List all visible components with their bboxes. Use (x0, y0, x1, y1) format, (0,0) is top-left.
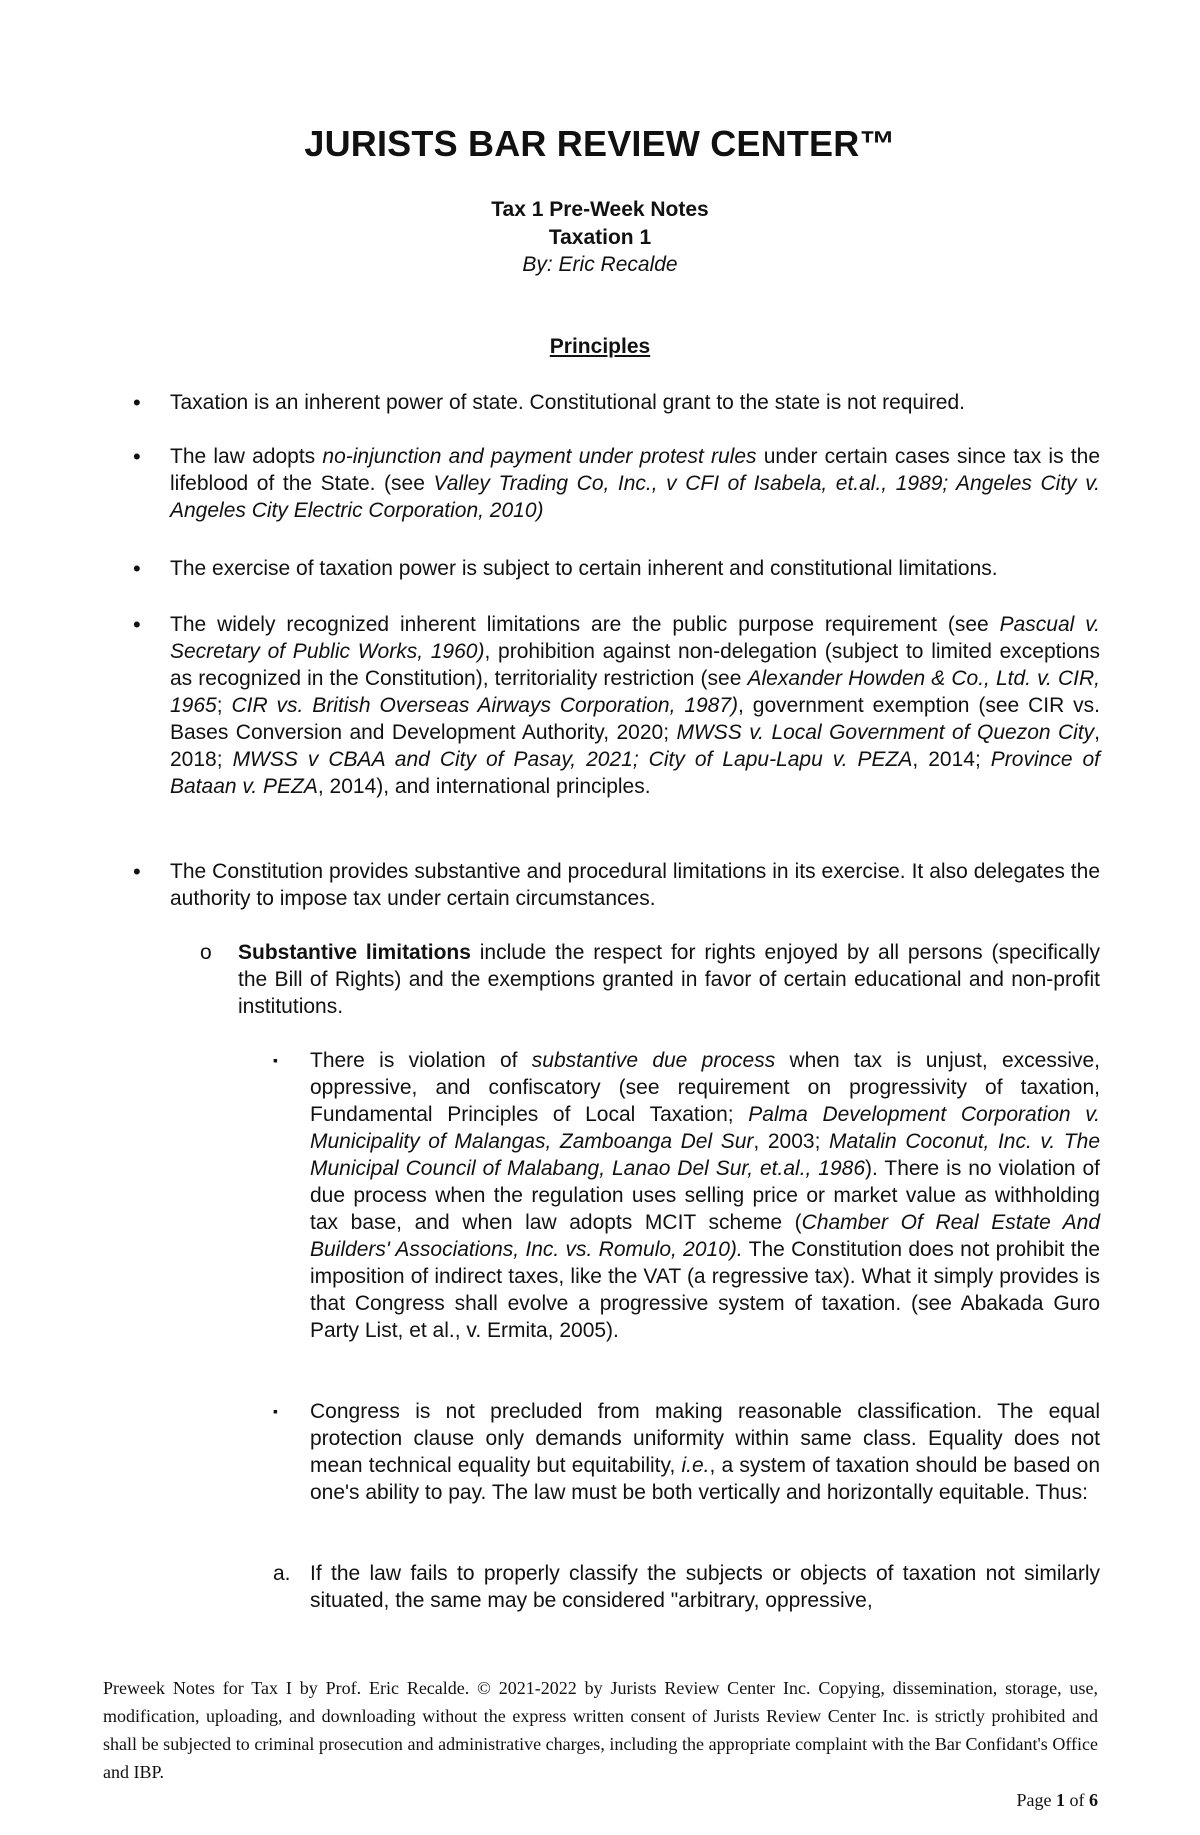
sub-item-substantive-limitations: Substantive limitations include the respect for rights enjoyed by all persons (specifically the Bill of Rights) and the exemptions granted in favor of certain educational and non-profit institutions. (238, 941, 1100, 1018)
bullet-item: The widely recognized inherent limitations are the public purpose requirement (see Pascual v. Secretary of Public Works, 1960), prohibition against non-delegation (subject to limited exceptions as recognized in the Constitution), territoriality restriction (see Alexander Howden & Co., Ltd. v. CIR, 1965; CIR vs. British Overseas Airways Corporation, 1987), government exemption (see CIR vs. Bases Conversion and Development Authority, 2020; MWSS v. Local Government of Quezon City, 2018; MWSS v CBAA and City of Pasay, 2021; City of Lapu-Lapu v. PEZA, 2014; Province of Bataan v. PEZA, 2014), and international principles. (170, 613, 1101, 798)
bullet-marker: • (133, 859, 141, 884)
bullet-item: Taxation is an inherent power of state. Constitutional grant to the state is not required. (170, 391, 965, 414)
page-number: Page 1 of 6 (1016, 1790, 1098, 1810)
page-number-row (103, 1786, 1098, 1814)
org-title: JURISTS BAR REVIEW CENTER™ (304, 123, 896, 164)
bullet-marker: • (133, 556, 141, 581)
doc-author: By: Eric Recalde (522, 253, 678, 276)
doc-subject: Taxation 1 (548, 226, 652, 249)
sub-sub-item-due-process: There is violation of substantive due process when tax is unjust, excessive, oppressive, and confiscatory (see requirement on progressivity of taxation, Fundamental Principles of Local Taxation; Palma Development Corporation v. Municipality of Malangas, Zamboanga Del Sur, 2003; Matalin Coconut, Inc. v. The Municipal Council of Malabang, Lanao Del Sur, et.al., 1986). There is no violation of due process when the regulation uses selling price or market value as withholding tax base, and when law adopts MCIT scheme (Chamber Of Real Estate And Builders' Associations, Inc. vs. Romulo, 2010). The Constitution does not prohibit the imposition of indirect taxes, like the VAT (a regressive tax). What it simply provides is that Congress shall evolve a progressive system of taxation. (see Abakada Guro Party List, et al., v. Ermita, 2005). (310, 1049, 1101, 1342)
doc-subtitle: Tax 1 Pre-Week Notes (491, 198, 709, 221)
bullet-item: The Constitution provides substantive and procedural limitations in its exercise. It also delegates the authority to impose tax under certain circumstances. (170, 860, 1100, 910)
alpha-marker: a. (273, 1562, 291, 1585)
bullet-item: The exercise of taxation power is subject to certain inherent and constitutional limitations. (170, 557, 998, 580)
square-marker: ▪ (273, 1403, 278, 1419)
bullet-marker: • (133, 444, 141, 469)
bullet-marker: • (133, 612, 141, 637)
alpha-item-a: If the law fails to properly classify the subjects or objects of taxation not similarly situated, the same may be considered "arbitrary, oppressive, (310, 1562, 1100, 1612)
footer-text: Preweek Notes for Tax I by Prof. Eric Recalde. © 2021-2022 by Jurists Review Center Inc. Copying, dissemination, storage, use, modification, uploading, and downloading without the express written consent of Jurists Review Center Inc. is strictly prohibited and shall be subjected to criminal prosecution and administrative charges, including the appropriate complaint with the Bar Confidant's Office and IBP. (103, 1678, 1098, 1782)
copyright-footer (103, 1674, 1098, 1814)
square-marker: ▪ (273, 1052, 278, 1068)
circle-marker: o (200, 941, 212, 964)
sub-sub-item-classification: Congress is not precluded from making reasonable classification. The equal protection clause only demands uniformity within same class. Equality does not mean technical equality but equitability, i.e., a system of taxation should be based on one's ability to pay. The law must be both vertically and horizontally equitable. Thus: (310, 1400, 1101, 1504)
bullet-item: The law adopts no-injunction and payment under protest rules under certain cases since tax is the lifeblood of the State. (see Valley Trading Co, Inc., v CFI of Isabela, et.al., 1989; Angeles City v. Angeles City Electric Corporation, 2010) (170, 445, 1100, 522)
bullet-marker: • (133, 390, 141, 415)
section-heading-principles: Principles (549, 335, 651, 358)
